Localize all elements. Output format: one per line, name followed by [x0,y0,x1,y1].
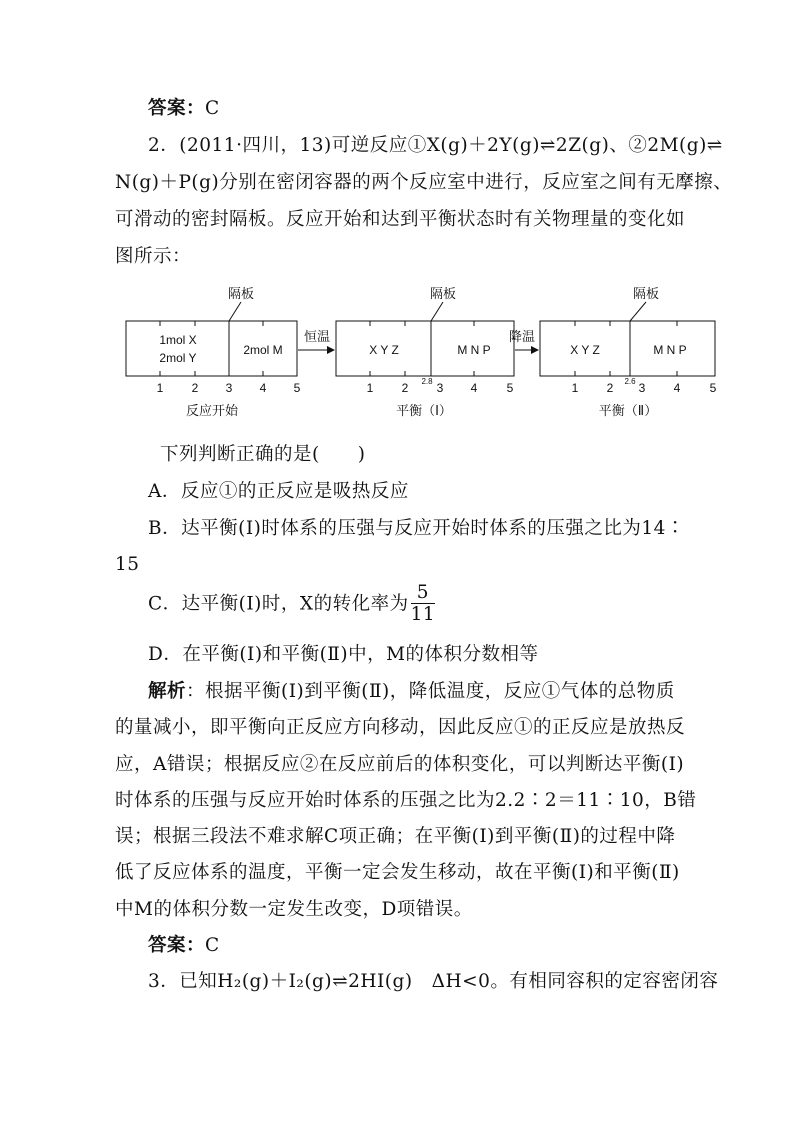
partition-label-3: 隔板 [632,286,660,301]
answer-line-1 [148,97,220,121]
option-b-line-1: B．达平衡(Ⅰ)时体系的压强与反应开始时体系的压强之比为14∶ [148,518,685,539]
tick-2: 2 [606,381,614,395]
question-2-line-1: 2．(2011·四川，13)可逆反应①X(g)＋2Y(g)⇌2Z(g)、②2M(g)⇌ [148,135,723,156]
tick-4: 4 [673,381,681,395]
analysis-label: 解析 [148,681,187,702]
tick-3: 3 [225,381,233,395]
analysis-line-3: 应，A错误；根据反应②在反应前后的体积变化，可以判断达平衡(Ⅰ) [115,754,685,775]
chamber-box-eq2 [540,321,715,376]
caption-start: 反应开始 [185,403,239,418]
partition-pointer-3 [630,302,646,321]
question-3-line-1: 3．已知H₂(g)＋I₂(g)⇌2HI(g) ΔH<0。有相同容积的定容密闭容 [148,971,719,992]
analysis-line-2: 的量减小，即平衡向正反应方向移动，因此反应①的正反应是放热反 [115,717,686,738]
analysis-line-4: 时体系的压强与反应开始时体系的压强之比为2.2∶2＝11∶10，B错 [115,790,697,811]
answer-value-2: C [205,935,220,956]
option-a: A．反应①的正反应是吸热反应 [148,481,409,502]
eq1-xyz: X Y Z [369,343,399,357]
analysis-line-5: 误；根据三段法不难求解C项正确；在平衡(Ⅰ)到平衡(Ⅱ)的过程中降 [115,826,676,847]
analysis-line-7: 中M的体积分数一定发生改变，D项错误。 [115,899,473,920]
box1-x-amount: 1mol X [159,333,197,347]
box1-y-amount: 2mol Y [159,351,197,365]
partition-label-2: 隔板 [429,286,457,301]
box1-m-amount: 2mol M [243,343,283,357]
reaction-chamber-figure [120,284,730,424]
tick-5: 5 [506,381,514,395]
eq1-mnp: M N P [457,343,491,357]
fraction-numerator: 5 [411,583,436,604]
partition-pointer-1 [229,302,241,321]
question-2-line-2: N(g)＋P(g)分别在密闭容器的两个反应室中进行，反应室之间有无摩擦、 [115,172,733,193]
tick-5: 5 [293,381,301,395]
question-2-line-3: 可滑动的密封隔板。反应开始和达到平衡状态时有关物理量的变化如 [115,209,686,230]
tick-4: 4 [470,381,478,395]
caption-eq1: 平衡（Ⅰ） [396,403,452,418]
caption-eq2: 平衡（Ⅱ） [598,403,658,418]
answer-line-2 [148,934,220,958]
analysis-text-1: ：根据平衡(Ⅰ)到平衡(Ⅱ)，降低温度，反应①气体的总物质 [186,681,675,702]
fraction-denominator: 11 [410,604,436,625]
tick-5: 5 [709,381,717,395]
tick-small-2-8: 2.8 [421,377,433,386]
arrow-label-cooling: 降温 [508,329,536,344]
answer-label-2: 答案： [148,935,206,956]
analysis-line-1 [148,680,675,704]
figure-svg [120,284,730,424]
fraction-5-11 [411,583,436,626]
option-c [148,583,435,626]
answer-label: 答案： [148,98,206,119]
question-2-prompt: 下列判断正确的是( ) [160,444,366,465]
question-2-line-4: 图所示： [115,246,192,267]
eq2-mnp: M N P [653,343,687,357]
tick-1: 1 [156,381,164,395]
tick-2: 2 [191,381,199,395]
tick-2: 2 [401,381,409,395]
tick-3: 3 [638,381,646,395]
tick-1: 1 [571,381,579,395]
tick-3: 3 [436,381,444,395]
tick-4: 4 [259,381,267,395]
option-d: D．在平衡(Ⅰ)和平衡(Ⅱ)中，M的体积分数相等 [148,644,539,665]
tick-small-2-6: 2.6 [624,377,636,386]
answer-value: C [205,98,220,119]
option-c-text: C．达平衡(Ⅰ)时，X的转化率为 [148,593,409,615]
tick-1: 1 [366,381,374,395]
partition-pointer-2 [431,302,443,321]
eq2-xyz: X Y Z [570,343,600,357]
option-b-line-2: 15 [115,554,140,575]
partition-label-1: 隔板 [227,286,255,301]
analysis-line-6: 低了反应体系的温度，平衡一定会发生移动，故在平衡(Ⅰ)和平衡(Ⅱ) [115,862,680,883]
arrow-label-constant-temp: 恒温 [303,329,331,344]
